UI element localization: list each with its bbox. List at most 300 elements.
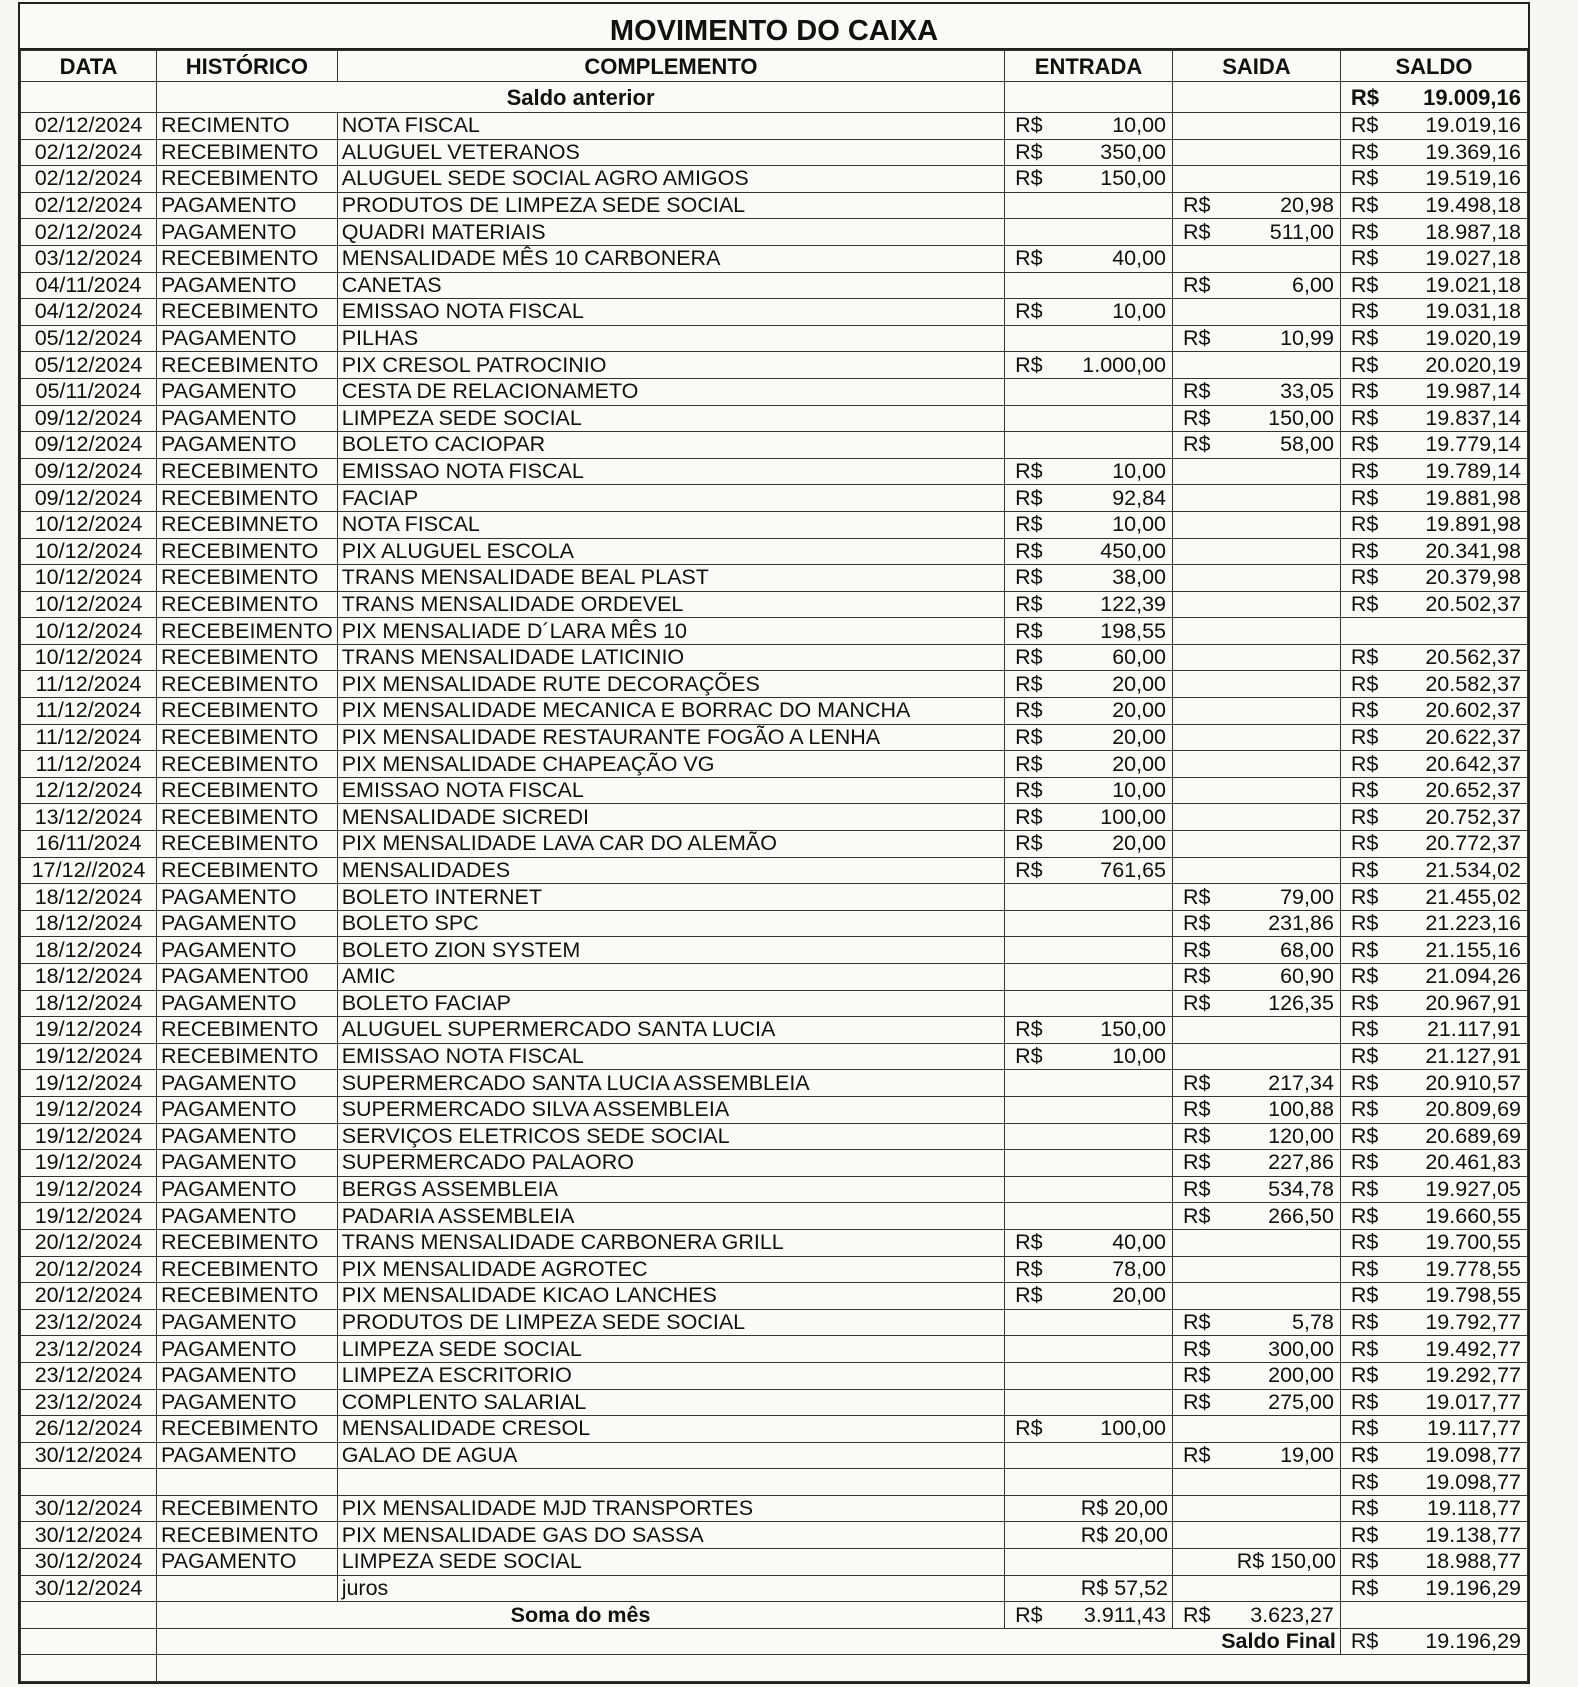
table-row — [21, 1575, 1528, 1602]
row-saldo: 19.660,55 — [1425, 1203, 1521, 1228]
currency: R$ — [1350, 724, 1379, 749]
currency: R$ — [1015, 565, 1043, 590]
row-date: 12/12/2024 — [21, 777, 157, 804]
row-entrada: 10,00 — [1112, 113, 1166, 138]
currency: R$ — [1350, 299, 1379, 324]
row-complemento: PIX MENSALIDADE MJD TRANSPORTES — [337, 1495, 1004, 1522]
table-row — [21, 1442, 1528, 1469]
row-historico: PAGAMENTO0 — [157, 964, 338, 991]
row-entrada: 100,00 — [1100, 804, 1166, 829]
row-entrada: 20,00 — [1112, 698, 1166, 723]
opening-label: Saldo anterior — [157, 82, 1005, 113]
row-date: 13/12/2024 — [21, 804, 157, 831]
currency: R$ — [1350, 1522, 1379, 1547]
row-saldo: 20.562,37 — [1425, 645, 1521, 670]
row-complemento: EMISSAO NOTA FISCAL — [337, 777, 1004, 804]
row-historico: RECEBIMENTO — [157, 644, 338, 671]
row-historico: PAGAMENTO — [157, 1070, 338, 1097]
currency: R$ — [1350, 645, 1379, 670]
row-historico: PAGAMENTO — [157, 1362, 338, 1389]
row-historico: PAGAMENTO — [157, 272, 338, 299]
currency: R$ — [1015, 1044, 1043, 1069]
currency: R$ — [1350, 751, 1379, 776]
row-entrada: R$ 20,00 — [1080, 1522, 1168, 1547]
table-row — [21, 405, 1528, 432]
row-entrada: 40,00 — [1112, 246, 1166, 271]
row-complemento: PIX MENSALIDADE LAVA CAR DO ALEMÃO — [337, 831, 1004, 858]
table-row — [21, 857, 1528, 884]
row-historico: RECEBIMENTO — [157, 352, 338, 379]
row-entrada: 450,00 — [1100, 538, 1166, 563]
row-date: 05/12/2024 — [21, 352, 157, 379]
currency: R$ — [1350, 990, 1379, 1015]
row-historico: RECEBIMENTO — [157, 831, 338, 858]
row-historico: RECEBIMENTO — [157, 777, 338, 804]
row-complemento: SUPERMERCADO PALAORO — [337, 1150, 1004, 1177]
row-date: 19/12/2024 — [21, 1017, 157, 1044]
row-complemento: LIMPEZA SEDE SOCIAL — [337, 405, 1004, 432]
currency: R$ — [1350, 1070, 1379, 1095]
row-saldo: 19.027,18 — [1425, 246, 1521, 271]
currency: R$ — [1350, 1363, 1379, 1388]
row-saldo: 19.778,55 — [1425, 1256, 1521, 1281]
row-historico: PAGAMENTO — [157, 1150, 338, 1177]
row-historico: RECEBIMENTO — [157, 1256, 338, 1283]
currency: R$ — [1350, 671, 1379, 696]
row-entrada: 92,84 — [1112, 485, 1166, 510]
row-date: 17/12//2024 — [21, 857, 157, 884]
row-complemento: BOLETO INTERNET — [337, 884, 1004, 911]
row-date: 19/12/2024 — [21, 1043, 157, 1070]
row-historico: RECEBIMENTO — [157, 166, 338, 193]
row-saldo: 19.891,98 — [1425, 512, 1521, 537]
currency: R$ — [1350, 405, 1379, 430]
row-historico: PAGAMENTO — [157, 1309, 338, 1336]
row-entrada: 122,39 — [1100, 591, 1166, 616]
currency: R$ — [1183, 911, 1211, 936]
row-historico: RECEBIMENTO — [157, 1283, 338, 1310]
currency: R$ — [1015, 512, 1043, 537]
currency: R$ — [1350, 884, 1379, 909]
row-complemento: ALUGUEL VETERANOS — [337, 139, 1004, 166]
row-date: 19/12/2024 — [21, 1203, 157, 1230]
currency: R$ — [1350, 84, 1380, 110]
currency: R$ — [1350, 272, 1379, 297]
row-saldo: 19.196,29 — [1425, 1575, 1521, 1600]
row-historico: PAGAMENTO — [157, 219, 338, 246]
row-saida: 227,86 — [1268, 1150, 1334, 1175]
row-saldo: 19.019,16 — [1425, 113, 1521, 138]
currency: R$ — [1350, 857, 1379, 882]
row-complemento: FACIAP — [337, 485, 1004, 512]
currency: R$ — [1015, 591, 1043, 616]
currency: R$ — [1350, 591, 1379, 616]
currency: R$ — [1350, 831, 1379, 856]
row-date: 05/12/2024 — [21, 325, 157, 352]
row-entrada: 78,00 — [1112, 1256, 1166, 1281]
currency: R$ — [1015, 113, 1043, 138]
row-saldo: 20.461,83 — [1425, 1150, 1521, 1175]
currency: R$ — [1183, 1203, 1211, 1228]
row-saldo: 20.341,98 — [1425, 538, 1521, 563]
totals-row — [21, 1602, 1528, 1629]
row-complemento: BOLETO FACIAP — [337, 990, 1004, 1017]
currency: R$ — [1350, 1044, 1379, 1069]
row-historico: RECEBIMENTO — [157, 1229, 338, 1256]
header-saldo: SALDO — [1340, 51, 1527, 82]
currency: R$ — [1183, 990, 1211, 1015]
currency: R$ — [1015, 831, 1043, 856]
row-saldo: 20.772,37 — [1425, 831, 1521, 856]
row-historico: RECIMENTO — [157, 113, 338, 140]
row-historico: RECEBIMENTO — [157, 804, 338, 831]
row-complemento: BOLETO ZION SYSTEM — [337, 937, 1004, 964]
row-historico: RECEBEIMENTO — [157, 618, 338, 645]
currency: R$ — [1183, 405, 1211, 430]
currency: R$ — [1183, 1150, 1211, 1175]
row-saldo: 19.987,14 — [1425, 379, 1521, 404]
currency: R$ — [1350, 911, 1379, 936]
row-saida: 266,50 — [1268, 1203, 1334, 1228]
currency: R$ — [1183, 1336, 1211, 1361]
table-row — [21, 751, 1528, 778]
row-date: 18/12/2024 — [21, 910, 157, 937]
row-date: 30/12/2024 — [21, 1442, 157, 1469]
row-date: 30/12/2024 — [21, 1549, 157, 1576]
row-saldo: 19.779,14 — [1425, 432, 1521, 457]
row-date: 10/12/2024 — [21, 644, 157, 671]
table-row — [21, 1176, 1528, 1203]
currency: R$ — [1350, 193, 1379, 218]
currency: R$ — [1350, 1575, 1379, 1600]
row-complemento: SUPERMERCADO SANTA LUCIA ASSEMBLEIA — [337, 1070, 1004, 1097]
row-historico: RECEBIMENTO — [157, 1043, 338, 1070]
row-historico: RECEBIMENTO — [157, 299, 338, 326]
row-saida: 511,00 — [1269, 219, 1334, 244]
row-saldo: 19.498,18 — [1425, 193, 1521, 218]
row-saida: R$ 150,00 — [1236, 1549, 1336, 1574]
table-row — [21, 378, 1528, 405]
row-historico — [157, 1575, 338, 1602]
row-saida: 217,34 — [1268, 1070, 1334, 1095]
row-saldo: 19.118,77 — [1426, 1496, 1521, 1521]
row-date: 30/12/2024 — [21, 1575, 157, 1602]
currency: R$ — [1015, 1256, 1043, 1281]
row-saldo: 19.369,16 — [1425, 139, 1521, 164]
row-historico: PAGAMENTO — [157, 405, 338, 432]
row-entrada: 20,00 — [1112, 671, 1166, 696]
row-historico: RECEBIMENTO — [157, 485, 338, 512]
row-saldo: 19.021,18 — [1425, 272, 1521, 297]
currency: R$ — [1015, 618, 1043, 643]
row-date: 11/12/2024 — [21, 671, 157, 698]
currency: R$ — [1350, 1283, 1379, 1308]
row-date: 04/11/2024 — [21, 272, 157, 299]
row-date: 18/12/2024 — [21, 937, 157, 964]
row-date: 19/12/2024 — [21, 1096, 157, 1123]
row-complemento: PIX MENSALIADE D´LARA MÊS 10 — [337, 618, 1004, 645]
row-date: 02/12/2024 — [21, 113, 157, 140]
currency: R$ — [1015, 166, 1043, 191]
blank-row — [21, 1655, 1528, 1682]
currency: R$ — [1183, 1123, 1211, 1148]
ledger-table — [20, 50, 1528, 1682]
row-saldo: 19.789,14 — [1425, 459, 1521, 484]
row-entrada: R$ 20,00 — [1080, 1496, 1168, 1521]
row-entrada: 60,00 — [1112, 645, 1166, 670]
row-complemento: LIMPEZA ESCRITORIO — [337, 1362, 1004, 1389]
row-saldo: 19.138,77 — [1425, 1522, 1521, 1547]
row-saida: 275,00 — [1268, 1389, 1334, 1414]
table-row — [21, 139, 1528, 166]
row-historico: PAGAMENTO — [157, 990, 338, 1017]
row-historico: RECEBIMENTO — [157, 139, 338, 166]
row-complemento: PIX MENSALIDADE RESTAURANTE FOGÃO A LENHA — [337, 724, 1004, 751]
table-row — [21, 1495, 1528, 1522]
table-row — [21, 565, 1528, 592]
table-row — [21, 1096, 1528, 1123]
row-saldo: 19.492,77 — [1425, 1336, 1521, 1361]
table-row — [21, 724, 1528, 751]
row-saida: 79,00 — [1280, 884, 1334, 909]
row-historico: RECEBIMENTO — [157, 538, 338, 565]
row-historico: PAGAMENTO — [157, 192, 338, 219]
currency: R$ — [1183, 1389, 1211, 1414]
row-saldo: 19.117,77 — [1426, 1416, 1521, 1441]
currency: R$ — [1015, 698, 1043, 723]
row-saida: 19,00 — [1280, 1442, 1334, 1467]
row-date: 19/12/2024 — [21, 1176, 157, 1203]
row-entrada: 350,00 — [1100, 139, 1166, 164]
currency: R$ — [1350, 485, 1379, 510]
row-saldo: 20.602,37 — [1425, 698, 1521, 723]
row-complemento: GALAO DE AGUA — [337, 1442, 1004, 1469]
row-historico: RECEBIMENTO — [157, 1495, 338, 1522]
row-complemento: SERVIÇOS ELETRICOS SEDE SOCIAL — [337, 1123, 1004, 1150]
currency: R$ — [1183, 432, 1211, 457]
row-saida: 126,35 — [1268, 990, 1334, 1015]
currency: R$ — [1350, 538, 1379, 563]
row-historico: RECEBIMENTO — [157, 724, 338, 751]
row-date: 09/12/2024 — [21, 432, 157, 459]
row-historico: RECEBIMENTO — [157, 1017, 338, 1044]
row-historico: PAGAMENTO — [157, 1336, 338, 1363]
row-historico: PAGAMENTO — [157, 432, 338, 459]
currency: R$ — [1015, 352, 1043, 377]
row-historico: RECEBIMNETO — [157, 511, 338, 538]
table-row — [21, 219, 1528, 246]
row-date: 02/12/2024 — [21, 192, 157, 219]
row-saida: 60,90 — [1280, 964, 1334, 989]
currency: R$ — [1183, 884, 1211, 909]
row-historico: PAGAMENTO — [157, 378, 338, 405]
row-complemento: MENSALIDADE CRESOL — [337, 1416, 1004, 1443]
currency: R$ — [1350, 1097, 1379, 1122]
currency: R$ — [1183, 219, 1211, 244]
row-complemento: TRANS MENSALIDADE LATICINIO — [337, 644, 1004, 671]
row-entrada: 198,55 — [1100, 618, 1166, 643]
header-entrada: ENTRADA — [1005, 51, 1173, 82]
row-saldo: 20.582,37 — [1425, 671, 1521, 696]
currency: R$ — [1015, 778, 1043, 803]
row-date: 02/12/2024 — [21, 166, 157, 193]
currency: R$ — [1183, 1602, 1211, 1627]
row-complemento: ALUGUEL SEDE SOCIAL AGRO AMIGOS — [337, 166, 1004, 193]
table-row — [21, 698, 1528, 725]
row-historico: PAGAMENTO — [157, 1096, 338, 1123]
row-entrada: 20,00 — [1112, 1283, 1166, 1308]
currency: R$ — [1350, 219, 1379, 244]
row-date: 02/12/2024 — [21, 219, 157, 246]
row-date: 20/12/2024 — [21, 1229, 157, 1256]
row-saldo: 20.020,19 — [1425, 352, 1521, 377]
opening-balance-row — [21, 82, 1528, 113]
row-historico: PAGAMENTO — [157, 1176, 338, 1203]
row-date — [21, 1469, 157, 1496]
row-saldo: 19.098,77 — [1425, 1442, 1521, 1467]
table-row — [21, 352, 1528, 379]
table-row — [21, 831, 1528, 858]
currency: R$ — [1183, 272, 1211, 297]
row-saldo: 20.622,37 — [1425, 724, 1521, 749]
table-row — [21, 591, 1528, 618]
currency: R$ — [1015, 645, 1043, 670]
row-historico: RECEBIMENTO — [157, 751, 338, 778]
row-date: 02/12/2024 — [21, 139, 157, 166]
row-saida: 58,00 — [1280, 432, 1334, 457]
row-entrada: R$ 57,52 — [1080, 1575, 1168, 1600]
row-historico: RECEBIMENTO — [157, 698, 338, 725]
currency: R$ — [1350, 1017, 1379, 1042]
row-date: 23/12/2024 — [21, 1309, 157, 1336]
row-entrada: 20,00 — [1112, 724, 1166, 749]
cash-ledger-sheet — [18, 2, 1530, 1684]
row-date: 19/12/2024 — [21, 1150, 157, 1177]
table-row — [21, 192, 1528, 219]
row-date: 19/12/2024 — [21, 1123, 157, 1150]
row-date: 09/12/2024 — [21, 405, 157, 432]
row-complemento: MENSALIDADE MÊS 10 CARBONERA — [337, 245, 1004, 272]
currency: R$ — [1350, 1336, 1379, 1361]
row-date: 23/12/2024 — [21, 1336, 157, 1363]
row-historico: RECEBIMENTO — [157, 591, 338, 618]
row-complemento: LIMPEZA SEDE SOCIAL — [337, 1336, 1004, 1363]
currency: R$ — [1350, 1549, 1379, 1574]
table-row — [21, 1070, 1528, 1097]
row-entrada: 150,00 — [1100, 1017, 1166, 1042]
currency: R$ — [1350, 1256, 1379, 1281]
row-date: 10/12/2024 — [21, 591, 157, 618]
currency: R$ — [1015, 299, 1043, 324]
row-historico: PAGAMENTO — [157, 1123, 338, 1150]
currency: R$ — [1350, 432, 1379, 457]
row-saldo: 20.379,98 — [1425, 565, 1521, 590]
row-complemento: PRODUTOS DE LIMPEZA SEDE SOCIAL — [337, 1309, 1004, 1336]
table-row — [21, 458, 1528, 485]
row-complemento: BOLETO SPC — [337, 910, 1004, 937]
row-complemento: PIX MENSALIDADE CHAPEAÇÃO VG — [337, 751, 1004, 778]
row-complemento: TRANS MENSALIDADE ORDEVEL — [337, 591, 1004, 618]
currency: R$ — [1350, 352, 1379, 377]
table-row — [21, 1283, 1528, 1310]
currency: R$ — [1350, 1469, 1379, 1494]
currency: R$ — [1183, 1070, 1211, 1095]
row-date: 11/12/2024 — [21, 724, 157, 751]
currency: R$ — [1015, 1602, 1043, 1627]
final-saldo: 19.196,29 — [1425, 1629, 1521, 1654]
table-row — [21, 325, 1528, 352]
row-date: 03/12/2024 — [21, 245, 157, 272]
row-saldo: 20.809,69 — [1425, 1097, 1521, 1122]
row-saida: 534,78 — [1268, 1177, 1334, 1202]
row-date: 16/11/2024 — [21, 831, 157, 858]
table-row — [21, 1150, 1528, 1177]
row-entrada: 40,00 — [1112, 1230, 1166, 1255]
row-date: 26/12/2024 — [21, 1416, 157, 1443]
row-complemento: LIMPEZA SEDE SOCIAL — [337, 1549, 1004, 1576]
table-row — [21, 1549, 1528, 1576]
row-date: 23/12/2024 — [21, 1362, 157, 1389]
row-saida: 33,05 — [1280, 379, 1334, 404]
row-date: 09/12/2024 — [21, 458, 157, 485]
row-complemento — [337, 1469, 1004, 1496]
row-saida: 5,78 — [1292, 1310, 1334, 1335]
row-date: 18/12/2024 — [21, 990, 157, 1017]
table-row — [21, 1229, 1528, 1256]
table-row — [21, 644, 1528, 671]
row-saida: 68,00 — [1280, 937, 1334, 962]
row-date: 10/12/2024 — [21, 618, 157, 645]
row-saldo: 21.094,26 — [1425, 964, 1521, 989]
table-row — [21, 884, 1528, 911]
row-complemento: AMIC — [337, 964, 1004, 991]
table-row — [21, 1256, 1528, 1283]
row-complemento: MENSALIDADES — [337, 857, 1004, 884]
row-date: 19/12/2024 — [21, 1070, 157, 1097]
row-saldo: 19.798,55 — [1425, 1283, 1521, 1308]
row-historico: RECEBIMENTO — [157, 857, 338, 884]
table-row — [21, 937, 1528, 964]
row-historico — [157, 1469, 338, 1496]
currency: R$ — [1183, 937, 1211, 962]
currency: R$ — [1350, 326, 1379, 351]
header-historico: HISTÓRICO — [157, 51, 338, 82]
currency: R$ — [1350, 1203, 1379, 1228]
table-row — [21, 485, 1528, 512]
row-saldo: 19.881,98 — [1425, 485, 1521, 510]
currency: R$ — [1015, 538, 1043, 563]
row-complemento: PRODUTOS DE LIMPEZA SEDE SOCIAL — [337, 192, 1004, 219]
currency: R$ — [1183, 1177, 1211, 1202]
currency: R$ — [1350, 379, 1379, 404]
currency: R$ — [1015, 139, 1043, 164]
row-saldo: 19.292,77 — [1425, 1363, 1521, 1388]
table-row — [21, 1389, 1528, 1416]
row-complemento: EMISSAO NOTA FISCAL — [337, 299, 1004, 326]
currency: R$ — [1015, 246, 1043, 271]
row-complemento: PIX MENSALIDADE GAS DO SASSA — [337, 1522, 1004, 1549]
row-complemento: PIX CRESOL PATROCINIO — [337, 352, 1004, 379]
row-saldo: 19.098,77 — [1425, 1469, 1521, 1494]
row-saida: 10,99 — [1280, 326, 1334, 351]
row-saldo: 19.020,19 — [1425, 326, 1521, 351]
row-complemento: PIX MENSALIDADE RUTE DECORAÇÕES — [337, 671, 1004, 698]
table-row — [21, 804, 1528, 831]
row-historico: RECEBIMENTO — [157, 458, 338, 485]
currency: R$ — [1350, 166, 1379, 191]
table-row — [21, 113, 1528, 140]
row-date: 18/12/2024 — [21, 884, 157, 911]
